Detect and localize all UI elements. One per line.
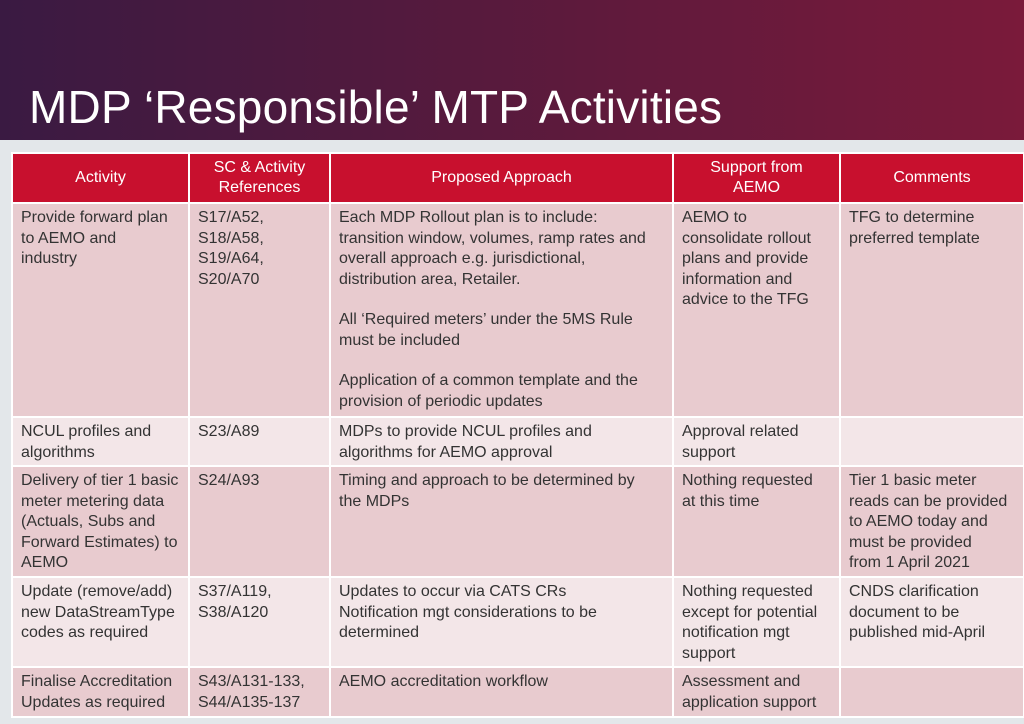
header-support: Support from AEMO <box>673 153 840 203</box>
cell-comments <box>840 417 1024 466</box>
cell-approach: AEMO accreditation workflow <box>330 667 673 717</box>
header-activity: Activity <box>12 153 189 203</box>
cell-support: Approval related support <box>673 417 840 466</box>
table-row <box>12 466 1024 577</box>
cell-references: S23/A89 <box>189 417 330 466</box>
table-row <box>12 577 1024 667</box>
cell-activity: Provide forward plan to AEMO and industry <box>12 203 189 417</box>
activities-table-wrapper <box>11 152 1023 716</box>
approach-paragraph: All ‘Required meters’ under the 5MS Rule must be included <box>339 311 633 349</box>
header-approach: Proposed Approach <box>330 153 673 203</box>
cell-references: S17/A52, S18/A58, S19/A64, S20/A70 <box>189 203 330 417</box>
table-row <box>12 203 1024 417</box>
cell-activity: NCUL profiles and algorithms <box>12 417 189 466</box>
title-bar <box>0 0 1024 140</box>
approach-paragraph: Each MDP Rollout plan is to include: transition window, volumes, ramp rates and overall approach e.g. jurisdictional, distribution area, Retailer. <box>339 209 646 288</box>
table-row <box>12 417 1024 466</box>
cell-support: Nothing requested at this time <box>673 466 840 577</box>
cell-approach: Timing and approach to be determined by the MDPs <box>330 466 673 577</box>
cell-approach <box>330 203 673 417</box>
cell-support: AEMO to consolidate rollout plans and provide information and advice to the TFG <box>673 203 840 417</box>
cell-support: Assessment and application support <box>673 667 840 717</box>
cell-references: S43/A131-133, S44/A135-137 <box>189 667 330 717</box>
cell-support: Nothing requested except for potential notification mgt support <box>673 577 840 667</box>
cell-comments: CNDS clarification document to be published mid-April <box>840 577 1024 667</box>
table-header-row <box>12 153 1024 203</box>
cell-comments <box>840 667 1024 717</box>
header-references: SC & Activity References <box>189 153 330 203</box>
cell-comments: Tier 1 basic meter reads can be provided to AEMO today and must be provided from 1 April 2021 <box>840 466 1024 577</box>
cell-activity: Update (remove/add) new DataStreamType codes as required <box>12 577 189 667</box>
cell-comments: TFG to determine preferred template <box>840 203 1024 417</box>
approach-paragraph: Application of a common template and the provision of periodic updates <box>339 372 638 410</box>
paragraph-spacer <box>339 290 664 310</box>
page-title: MDP ‘Responsible’ MTP Activities <box>29 81 723 133</box>
cell-approach: Updates to occur via CATS CRs Notification mgt considerations to be determined <box>330 577 673 667</box>
paragraph-spacer <box>339 351 664 371</box>
cell-references: S24/A93 <box>189 466 330 577</box>
cell-approach: MDPs to provide NCUL profiles and algorithms for AEMO approval <box>330 417 673 466</box>
activities-table <box>11 152 1024 718</box>
table-row <box>12 667 1024 717</box>
cell-activity: Finalise Accreditation Updates as required <box>12 667 189 717</box>
header-comments: Comments <box>840 153 1024 203</box>
cell-activity: Delivery of tier 1 basic meter metering data (Actuals, Subs and Forward Estimates) to AEMO <box>12 466 189 577</box>
cell-references: S37/A119, S38/A120 <box>189 577 330 667</box>
